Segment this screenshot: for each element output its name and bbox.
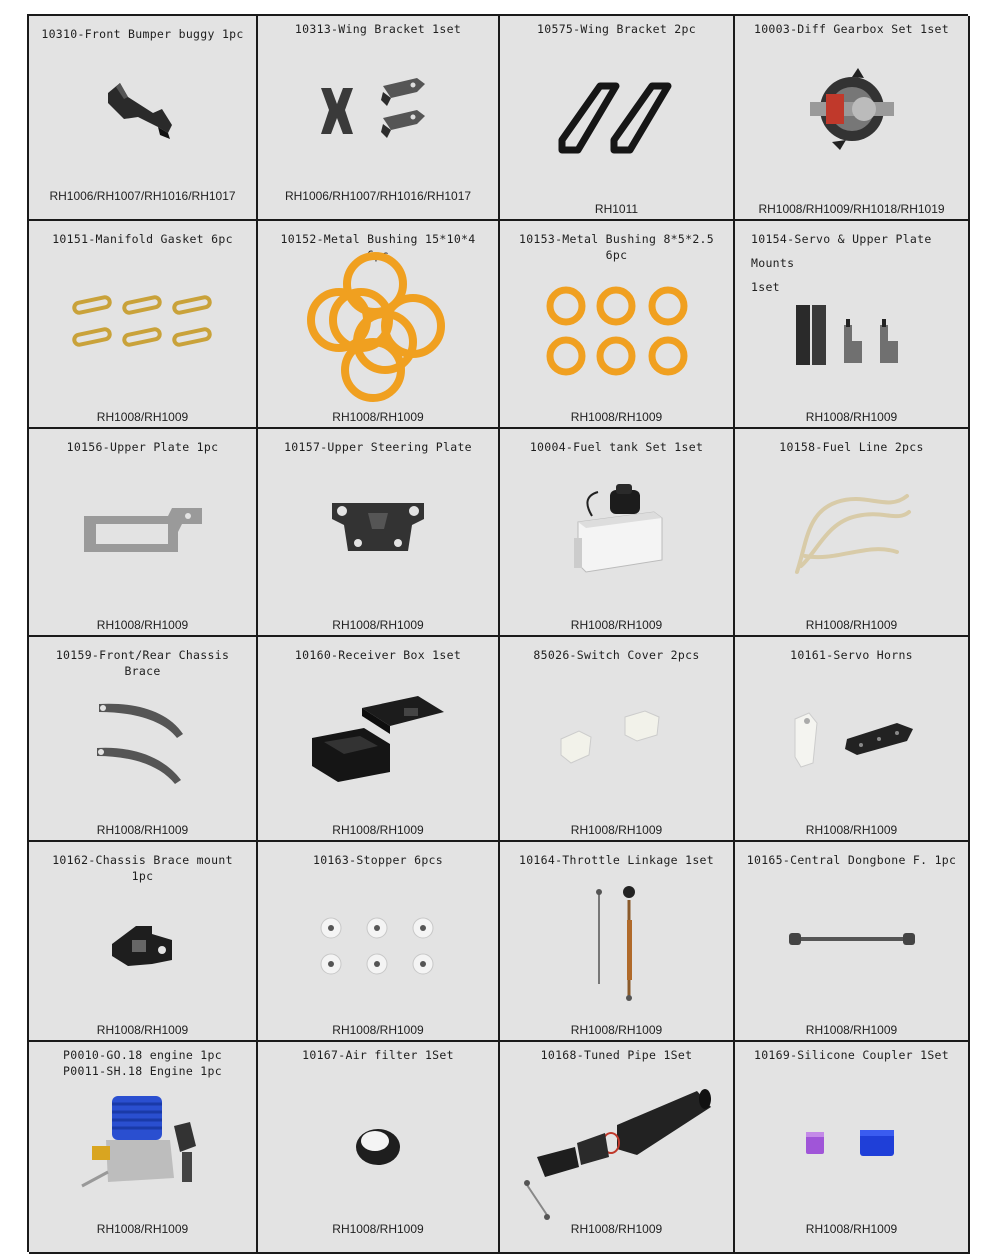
part-title: 10157-Upper Steering Plate	[284, 440, 472, 454]
compat-models: RH1008/RH1009	[96, 823, 189, 837]
part-cell-10165	[735, 842, 970, 1042]
part-cell-10168	[500, 1042, 735, 1254]
compat-models: RH1008/RH1009	[805, 618, 898, 632]
part-cell-10003	[735, 16, 970, 221]
part-cell-85026	[500, 637, 735, 842]
compat-models: RH1008/RH1009	[805, 410, 898, 424]
compat-models: RH1008/RH1009	[332, 1222, 424, 1236]
part-title: 10151-Manifold Gasket 6pc	[52, 232, 233, 246]
part-cell-10164	[500, 842, 735, 1042]
part-title: 10313-Wing Bracket 1set	[294, 22, 462, 36]
front-bumper-icon	[98, 73, 188, 153]
air-filter-icon	[353, 1123, 403, 1167]
fuel-tank-icon	[562, 482, 672, 582]
part-title: 10156-Upper Plate 1pc	[66, 440, 219, 454]
compat-models: RH1006/RH1007/RH1016/RH1017	[284, 189, 472, 203]
compat-models: RH1008/RH1009	[570, 1023, 663, 1037]
part-title: 10152-Metal Bushing 15*10*4 6pc	[280, 232, 476, 262]
part-cell-10158	[735, 429, 970, 637]
part-cell-10154	[735, 221, 970, 429]
part-cell-10152	[258, 221, 500, 429]
part-title: 10153-Metal Bushing 8*5*2.5 6pc	[518, 232, 715, 262]
manifold-gasket-icon	[68, 294, 218, 354]
compat-models: RH1008/RH1009	[332, 1023, 424, 1037]
part-title: 10004-Fuel tank Set 1set	[529, 440, 704, 454]
servo-horn-icon	[787, 709, 917, 769]
compat-models: RH1011	[594, 202, 639, 216]
compat-models: RH1008/RH1009	[96, 618, 189, 632]
wing-bracket-set-icon	[313, 76, 443, 146]
part-cell-10313	[258, 16, 500, 221]
stopper-icon	[313, 910, 443, 980]
part-title: P0010-GO.18 engine 1pc P0011-SH.18 Engine 1pc	[63, 1048, 222, 1078]
compat-models: RH1008/RH1009/RH1018/RH1019	[758, 202, 945, 216]
part-title: 10160-Receiver Box 1set	[294, 648, 462, 662]
engine-icon	[78, 1086, 208, 1196]
part-cell-10153	[500, 221, 735, 429]
brace-mount-icon	[108, 920, 178, 970]
part-title: 10310-Front Bumper buggy 1pc	[41, 27, 244, 41]
part-title: 10154-Servo & Upper Plate Mounts 1set	[751, 232, 932, 294]
part-title: 10162-Chassis Brace mount 1pc	[52, 853, 233, 883]
switch-cover-icon	[557, 709, 677, 769]
receiver-box-icon	[308, 694, 448, 784]
part-cell-10163	[258, 842, 500, 1042]
large-bushing-icon	[293, 248, 463, 408]
compat-models: RH1008/RH1009	[96, 1023, 189, 1037]
compat-models: RH1008/RH1009	[805, 1023, 898, 1037]
part-cell-10156	[29, 429, 258, 637]
part-title: 10158-Fuel Line 2pcs	[779, 440, 924, 454]
compat-models: RH1008/RH1009	[570, 410, 663, 424]
compat-models: RH1008/RH1009	[570, 823, 663, 837]
silicone-coupler-icon	[802, 1128, 902, 1158]
part-cell-10169	[735, 1042, 970, 1254]
part-cell-10157	[258, 429, 500, 637]
compat-models: RH1008/RH1009	[570, 1222, 663, 1236]
small-bushing-icon	[542, 282, 692, 382]
compat-models: RH1008/RH1009	[332, 823, 424, 837]
parts-grid	[27, 14, 968, 1252]
part-cell-10161	[735, 637, 970, 842]
steering-plate-icon	[328, 495, 428, 561]
compat-models: RH1008/RH1009	[805, 823, 898, 837]
servo-mount-icon	[792, 301, 912, 371]
part-title: 10159-Front/Rear Chassis Brace	[55, 648, 230, 678]
part-title: 10165-Central Dongbone F. 1pc	[746, 853, 957, 867]
fuel-line-icon	[787, 482, 917, 582]
part-cell-P0010	[29, 1042, 258, 1254]
part-cell-10575	[500, 16, 735, 221]
compat-models: RH1008/RH1009	[805, 1222, 898, 1236]
diff-gearbox-icon	[802, 64, 902, 154]
part-cell-10310	[29, 16, 258, 221]
compat-models: RH1008/RH1009	[332, 618, 424, 632]
dogbone-icon	[787, 929, 917, 949]
part-title: 10167-Air filter 1Set	[302, 1048, 454, 1062]
part-title: 10575-Wing Bracket 2pc	[537, 22, 696, 36]
part-cell-10004	[500, 429, 735, 637]
part-cell-10162	[29, 842, 258, 1042]
compat-models: RH1008/RH1009	[332, 410, 424, 424]
compat-models: RH1008/RH1009	[96, 1222, 189, 1236]
part-title: 10164-Throttle Linkage 1set	[518, 853, 715, 867]
part-cell-10160	[258, 637, 500, 842]
upper-plate-icon	[78, 502, 208, 562]
wing-bracket-frame-icon	[552, 80, 682, 160]
compat-models: RH1008/RH1009	[570, 618, 663, 632]
compat-models: RH1008/RH1009	[96, 410, 189, 424]
part-title: 10168-Tuned Pipe 1Set	[540, 1048, 693, 1062]
throttle-linkage-icon	[587, 880, 647, 1010]
part-title: 85026-Switch Cover 2pcs	[533, 648, 700, 662]
part-title: 10169-Silicone Coupler 1Set	[753, 1048, 950, 1062]
chassis-brace-icon	[93, 698, 193, 788]
part-cell-10151	[29, 221, 258, 429]
compat-models: RH1006/RH1007/RH1016/RH1017	[49, 189, 236, 203]
part-cell-10167	[258, 1042, 500, 1254]
part-title: 10161-Servo Horns	[790, 648, 913, 662]
tuned-pipe-icon	[517, 1085, 717, 1235]
part-title: 10003-Diff Gearbox Set 1set	[753, 22, 950, 36]
part-cell-10159	[29, 637, 258, 842]
part-title: 10163-Stopper 6pcs	[312, 853, 444, 867]
